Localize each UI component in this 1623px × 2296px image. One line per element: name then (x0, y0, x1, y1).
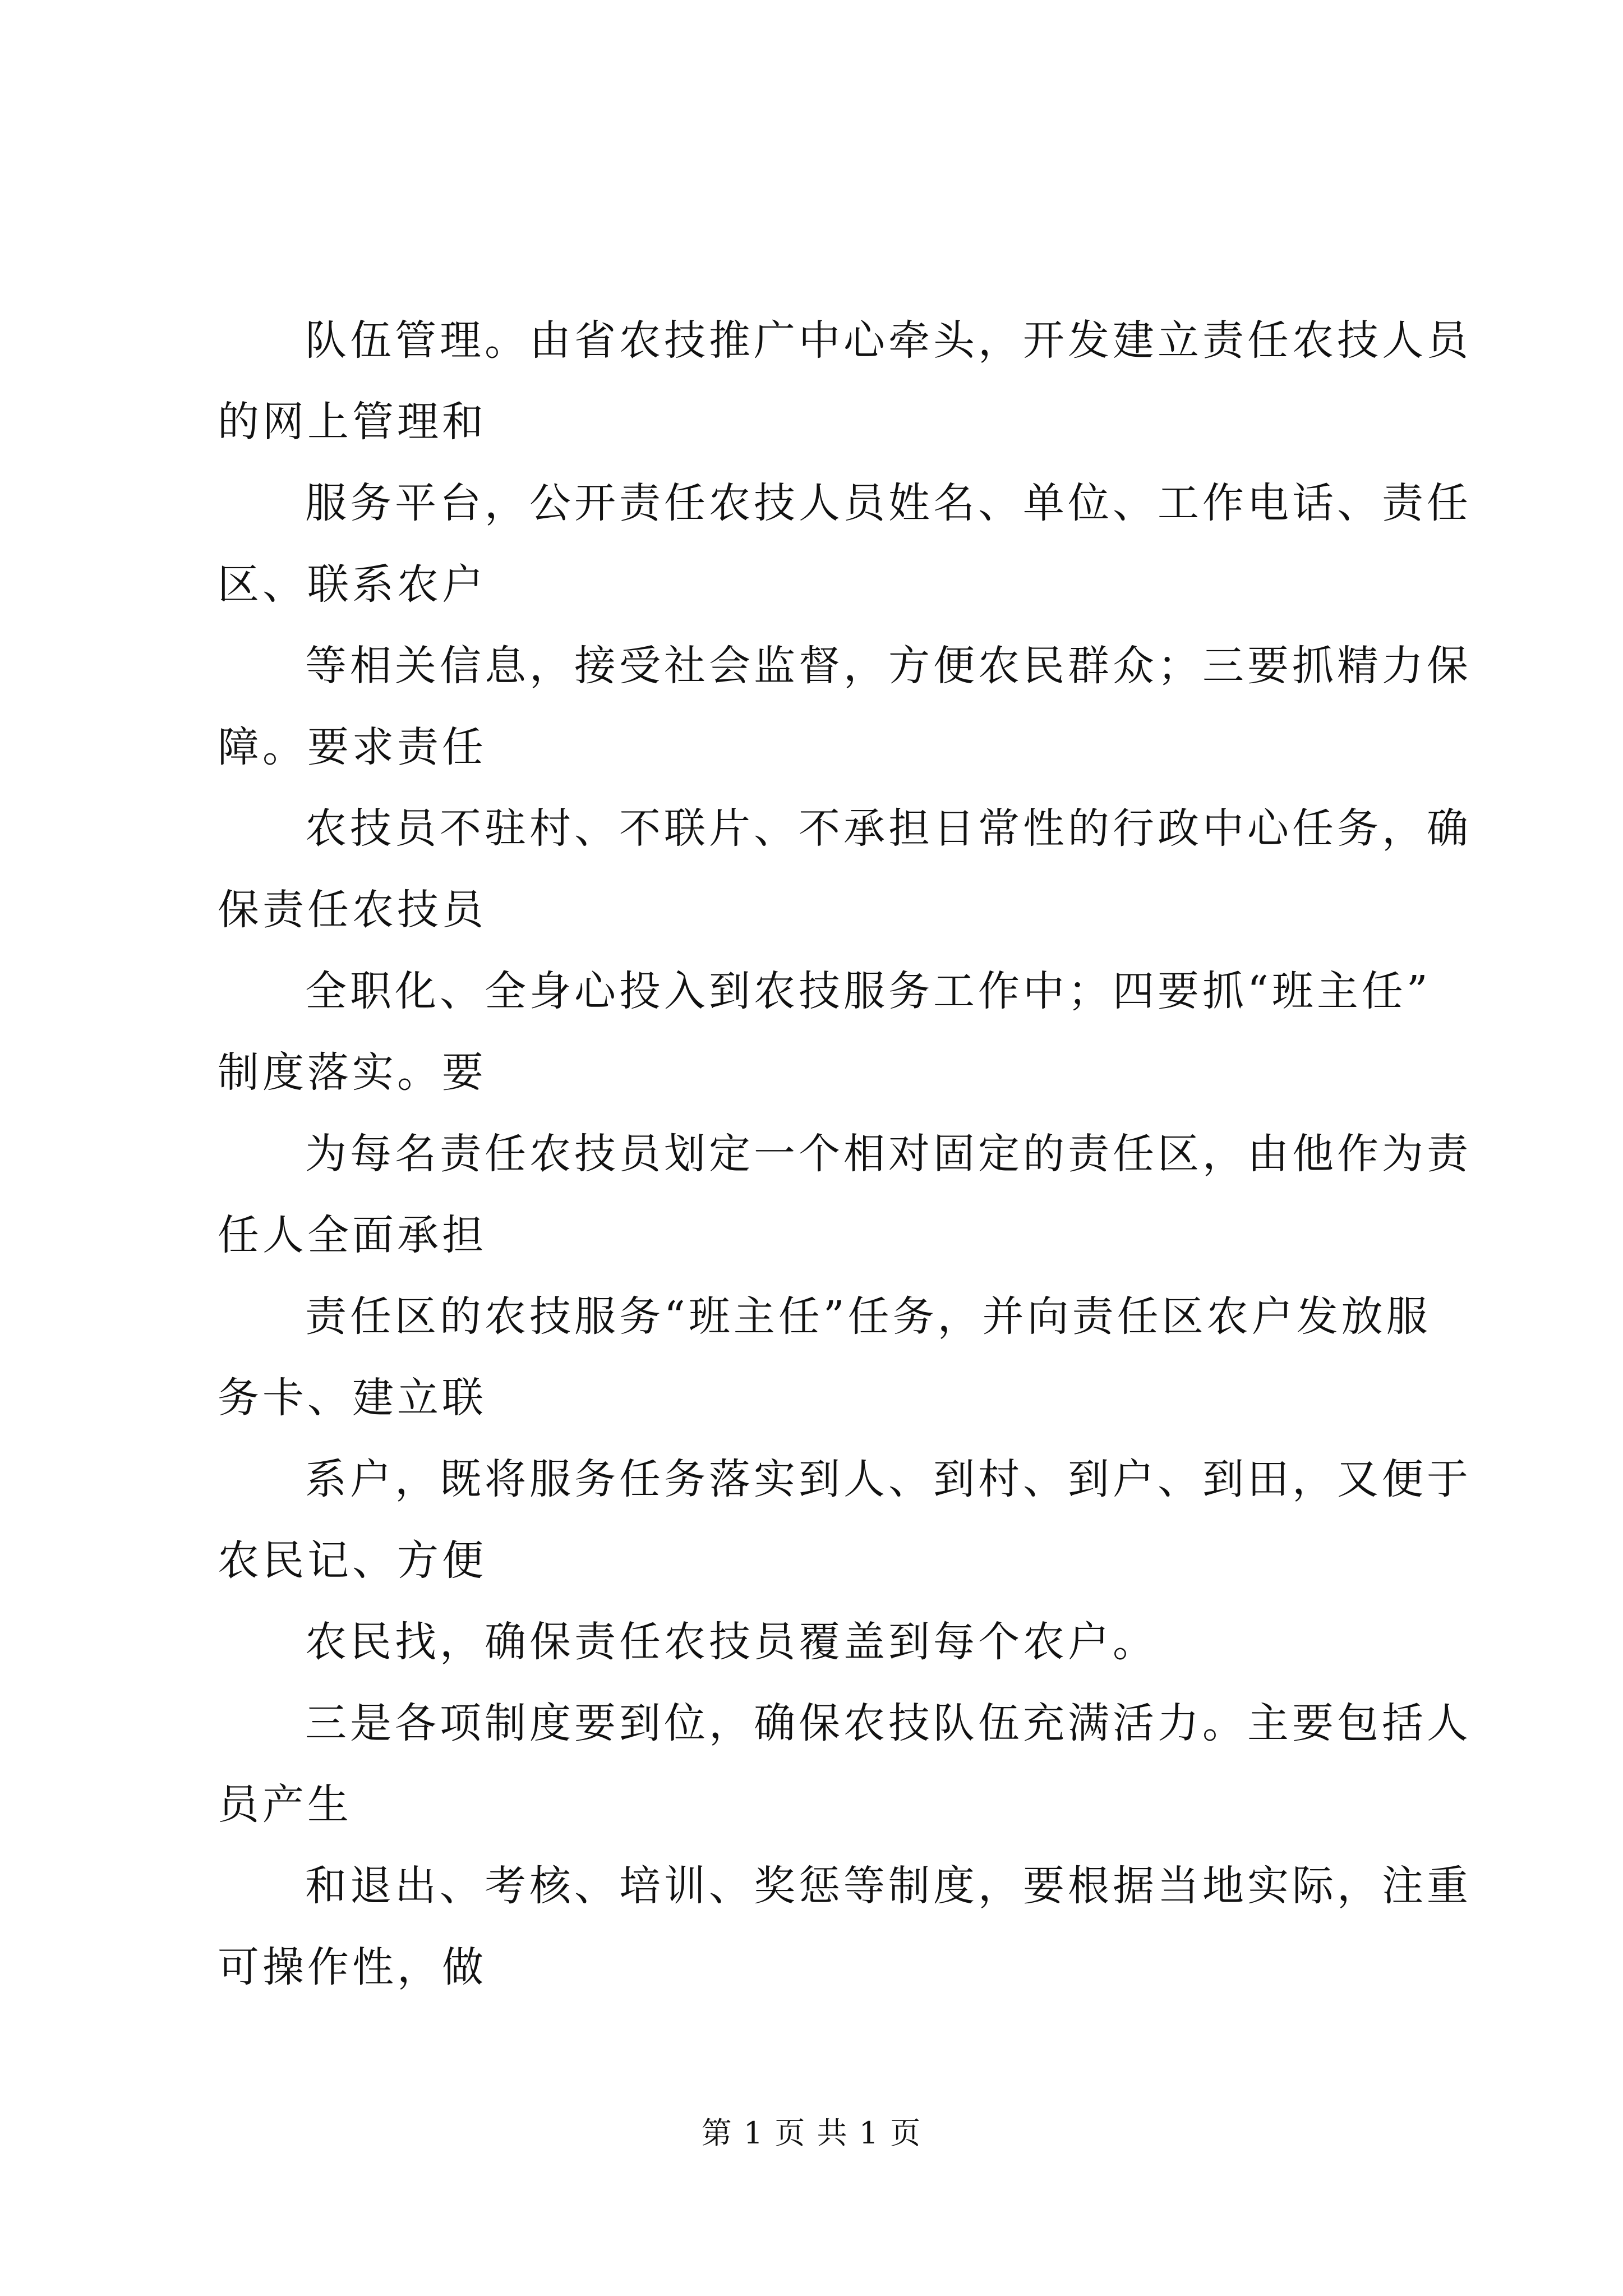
text-line: 员产生 (218, 1780, 352, 1829)
text-line: 农技员不驻村、不联片、不承担日常性的行政中心任务，确 (305, 804, 1472, 853)
text-line: 可操作性，做 (218, 1943, 487, 1991)
page-footer (0, 2109, 1623, 2152)
text-line: 农民找，确保责任农技员覆盖到每个农户。 (305, 1618, 1158, 1666)
text-line: 责任区的农技服务“班主任”任务，并向责任区农户发放服 (305, 1292, 1431, 1341)
text-line: 农民记、方便 (218, 1536, 487, 1585)
text-line: 全职化、全身心投入到农技服务工作中；四要抓“班主任” (305, 967, 1431, 1015)
text-line: 障。要求责任 (218, 723, 487, 771)
body-text (218, 300, 1472, 2008)
text-line: 务卡、建立联 (218, 1374, 487, 1422)
text-line: 保责任农技员 (218, 886, 487, 934)
text-line: 制度落实。要 (218, 1048, 487, 1097)
text-line: 任人全面承担 (218, 1211, 487, 1259)
text-line: 服务平台，公开责任农技人员姓名、单位、工作电话、责任 (305, 479, 1472, 527)
text-line: 三是各项制度要到位，确保农技队伍充满活力。主要包括人 (305, 1699, 1472, 1747)
text-line: 系户，既将服务任务落实到人、到村、到户、到田，又便于 (305, 1455, 1472, 1503)
text-line: 区、联系农户 (218, 560, 487, 609)
page-number-label: 第 1 页 共 1 页 (701, 2115, 922, 2151)
text-line: 和退出、考核、培训、奖惩等制度，要根据当地实际，注重 (305, 1862, 1472, 1910)
text-line: 等相关信息，接受社会监督，方便农民群众；三要抓精力保 (305, 642, 1472, 690)
text-line: 为每名责任农技员划定一个相对固定的责任区，由他作为责 (305, 1130, 1472, 1178)
text-line: 队伍管理。由省农技推广中心牵头，开发建立责任农技人员 (305, 316, 1472, 365)
text-line: 的网上管理和 (218, 398, 487, 446)
